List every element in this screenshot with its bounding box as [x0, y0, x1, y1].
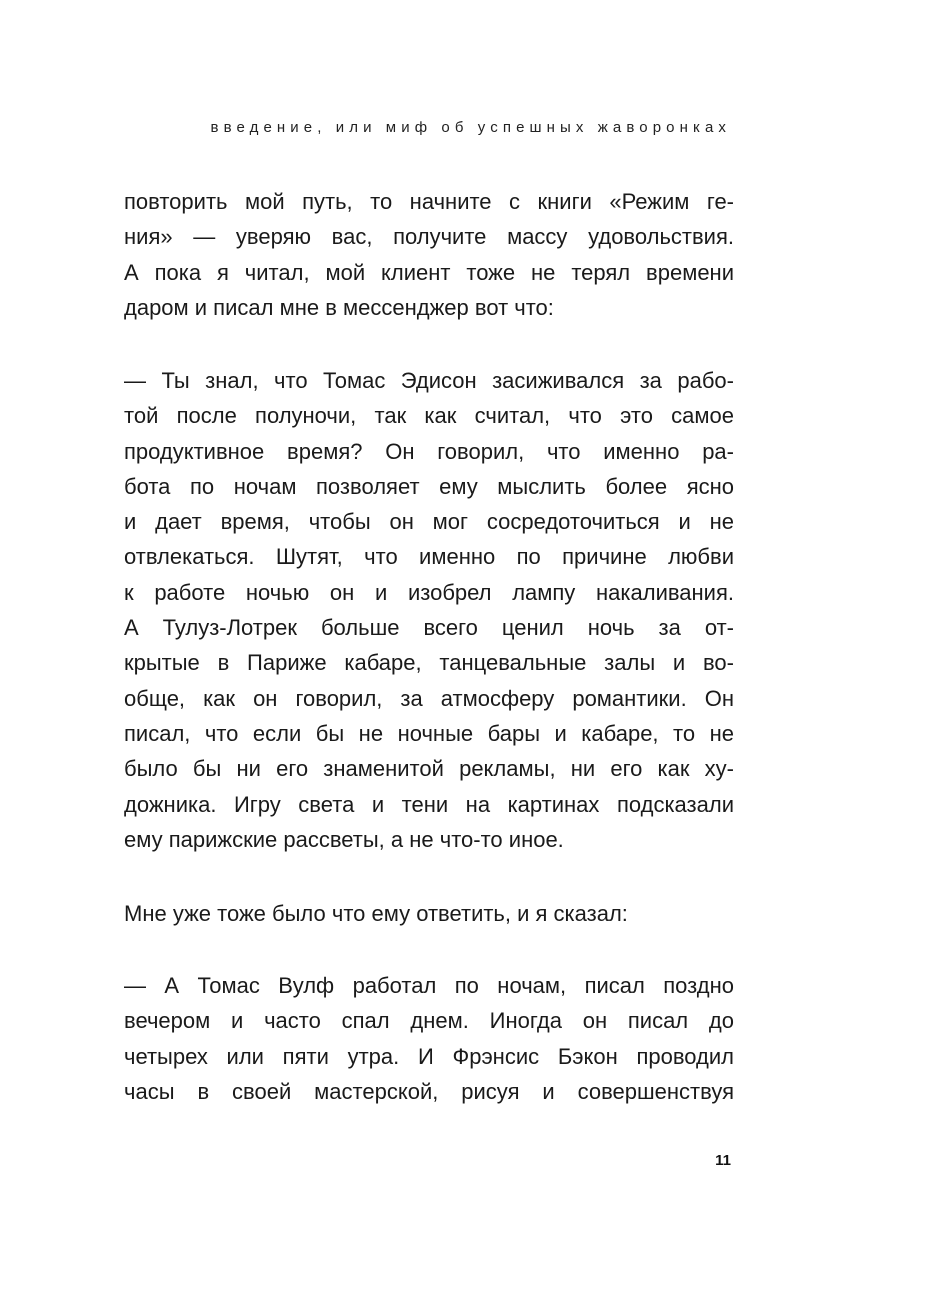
paragraph-1 — [124, 184, 734, 325]
text-line: и дает время, чтобы он мог сосредоточиться и не — [124, 509, 734, 535]
text-line: — А Томас Вулф работал по ночам, писал поздно — [124, 973, 734, 998]
text-line: ему парижские рассветы, а не что-то иное. — [124, 826, 564, 852]
text-line: бота по ночам позволяет ему мыслить более ясно — [124, 473, 734, 499]
text-line: А пока я читал, мой клиент тоже не терял времени — [124, 259, 734, 285]
paragraph-2 — [124, 363, 734, 857]
text-line: было бы ни его знаменитой рекламы, ни его как ху- — [124, 756, 734, 782]
text-line: писал, что если бы не ночные бары и кабаре, то не — [124, 720, 734, 746]
text-line: ния» — уверяю вас, получите массу удовольствия. — [124, 224, 734, 250]
text-line: А Тулуз-Лотрек больше всего ценил ночь за от- — [124, 615, 734, 641]
text-line: Мне уже тоже было что ему ответить, и я сказал: — [124, 901, 628, 926]
text-line: продуктивное время? Он говорил, что именно ра- — [124, 438, 734, 464]
text-line: отвлекаться. Шутят, что именно по причине любви — [124, 544, 734, 570]
text-line: четырех или пяти утра. И Фрэнсис Бэкон проводил — [124, 1043, 734, 1069]
running-header: введение, или миф об успешных жаворонках — [210, 119, 731, 136]
text-line: дожника. Игру света и тени на картинах подсказали — [124, 791, 734, 817]
text-line: той после полуночи, так как считал, что это самое — [124, 403, 734, 429]
page-number: 11 — [715, 1152, 731, 1169]
text-line: крытые в Париже кабаре, танцевальные залы и во- — [124, 650, 734, 676]
paragraph-4 — [124, 968, 734, 1109]
paragraph-3 — [124, 896, 734, 931]
text-line: — Ты знал, что Томас Эдисон засиживался за рабо- — [124, 368, 734, 393]
text-line: вечером и часто спал днем. Иногда он писал до — [124, 1008, 734, 1034]
text-line: даром и писал мне в мессенджер вот что: — [124, 294, 554, 320]
text-line: обще, как он говорил, за атмосферу романтики. Он — [124, 685, 734, 711]
text-line: повторить мой путь, то начните с книги «Режим ге- — [124, 189, 734, 214]
text-line: к работе ночью он и изобрел лампу накаливания. — [124, 579, 734, 605]
text-line: часы в своей мастерской, рисуя и совершенствуя — [124, 1078, 734, 1104]
